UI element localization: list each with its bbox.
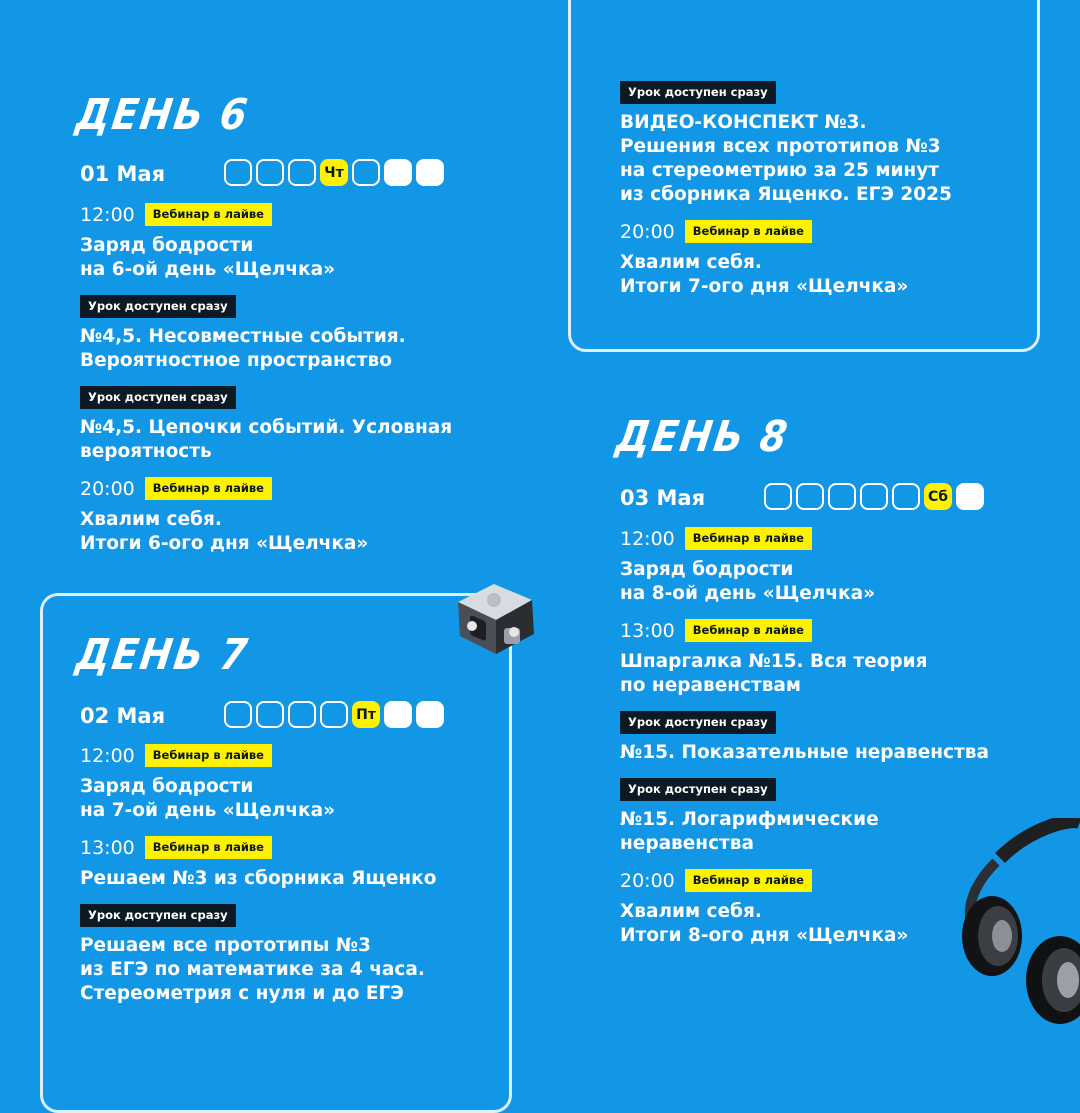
fidget-cube-icon [448, 572, 542, 658]
day7-event-1-title: Заряд бодрости на 7-ой день «Щелчка» [80, 776, 336, 821]
day7-date: 02 Мая [80, 704, 166, 728]
weekday-box-weekend [416, 701, 444, 728]
day6-event-2-title: №4,5. Несовместные события. Вероятностное пространство [80, 326, 406, 371]
webinar-badge: Вебинар в лайве [145, 836, 272, 859]
day7-title: ДЕНЬ 7 [73, 630, 253, 680]
day6-date: 01 Мая [80, 162, 166, 186]
day7-event-3-title: Решаем все прототипы №3 из ЕГЭ по математике за 4 часа. Стереометрия с нуля и до ЕГЭ [80, 935, 425, 1004]
weekday-box-weekend [384, 701, 412, 728]
lesson-badge: Урок доступен сразу [80, 295, 236, 318]
weekday-box [288, 701, 316, 728]
lesson-badge: Урок доступен сразу [620, 711, 776, 734]
day7-final-title: Хвалим себя. Итоги 7-ого дня «Щелчка» [620, 252, 909, 297]
day8-date: 03 Мая [620, 486, 706, 510]
weekday-box-weekend [416, 159, 444, 186]
event-time: 20:00 [80, 477, 135, 500]
weekday-box [828, 483, 856, 510]
weekday-box [256, 701, 284, 728]
day7-event-2-header [80, 836, 272, 859]
event-time: 12:00 [620, 527, 675, 550]
weekday-box [892, 483, 920, 510]
weekday-box-weekend [956, 483, 984, 510]
day8-event-5-header [620, 869, 812, 892]
weekday-box [256, 159, 284, 186]
weekday-box [224, 159, 252, 186]
day8-event-5-title: Хвалим себя. Итоги 8-ого дня «Щелчка» [620, 901, 909, 946]
webinar-badge: Вебинар в лайве [685, 869, 812, 892]
day6-event-3-title: №4,5. Цепочки событий. Условная вероятность [80, 417, 453, 462]
webinar-badge: Вебинар в лайве [145, 477, 272, 500]
webinar-badge: Вебинар в лайве [145, 203, 272, 226]
lesson-badge: Урок доступен сразу [80, 386, 236, 409]
lesson-badge: Урок доступен сразу [620, 778, 776, 801]
weekday-box-active: Сб [924, 483, 952, 510]
event-time: 12:00 [80, 744, 135, 767]
webinar-badge: Вебинар в лайве [145, 744, 272, 767]
day6-event-1-header [80, 203, 272, 226]
day8-event-1-header [620, 527, 812, 550]
weekday-box [320, 701, 348, 728]
weekday-box-weekend [384, 159, 412, 186]
day7-event-1-header [80, 744, 272, 767]
weekday-box-active: Чт [320, 159, 348, 186]
day8-title: ДЕНЬ 8 [613, 412, 793, 462]
day8-weekbar [764, 483, 984, 510]
day8-event-2-title: Шпаргалка №15. Вся теория по неравенствам [620, 651, 928, 696]
headphones-icon [960, 818, 1080, 1030]
day6-event-1-title: Заряд бодрости на 6-ой день «Щелчка» [80, 235, 336, 280]
weekday-box [860, 483, 888, 510]
day8-event-4-title: №15. Логарифмические неравенства [620, 809, 879, 854]
day6-event-4-title: Хвалим себя. Итоги 6-ого дня «Щелчка» [80, 509, 369, 554]
day6-title: ДЕНЬ 6 [73, 90, 253, 140]
day6-weekbar [224, 159, 444, 186]
weekday-box [796, 483, 824, 510]
day8-event-3-title: №15. Показательные неравенства [620, 742, 989, 763]
weekday-box [224, 701, 252, 728]
event-time: 20:00 [620, 869, 675, 892]
weekday-box [288, 159, 316, 186]
event-time: 12:00 [80, 203, 135, 226]
day8-event-1-title: Заряд бодрости на 8-ой день «Щелчка» [620, 559, 876, 604]
event-time: 20:00 [620, 220, 675, 243]
webinar-badge: Вебинар в лайве [685, 619, 812, 642]
webinar-badge: Вебинар в лайве [685, 527, 812, 550]
day8-event-2-header [620, 619, 812, 642]
weekday-box [352, 159, 380, 186]
day7-final-header [620, 220, 812, 243]
event-time: 13:00 [80, 836, 135, 859]
day7-video-summary-title: ВИДЕО-КОНСПЕКТ №3. Решения всех прототипов №3 на стереометрию за 25 минут из сборника Ященко. ЕГЭ 2025 [620, 112, 952, 205]
day7-weekbar [224, 701, 444, 728]
weekday-box-active: Пт [352, 701, 380, 728]
day6-event-4-header [80, 477, 272, 500]
weekday-box [764, 483, 792, 510]
lesson-badge: Урок доступен сразу [620, 81, 776, 104]
event-time: 13:00 [620, 619, 675, 642]
lesson-badge: Урок доступен сразу [80, 904, 236, 927]
webinar-badge: Вебинар в лайве [685, 220, 812, 243]
day7-event-2-title: Решаем №3 из сборника Ященко [80, 868, 437, 889]
